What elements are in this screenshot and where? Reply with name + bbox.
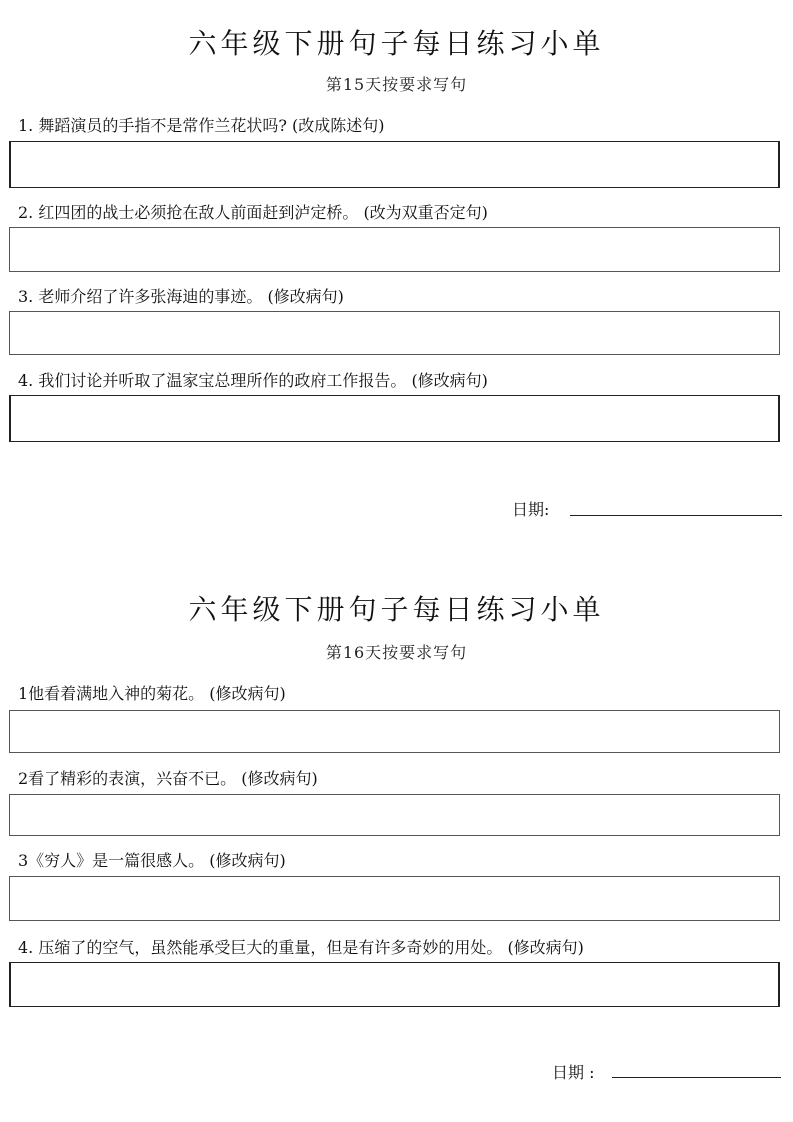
sheet-1-answer-box-1[interactable] [9, 141, 780, 188]
sheet-1-title: 六年级下册句子每日练习小单 [188, 27, 605, 60]
sheet-1-date-line[interactable] [570, 515, 782, 516]
sheet-2-question-1: 1他看着满地入神的菊花。 (修改病句) [18, 684, 286, 703]
sheet-2-answer-box-2[interactable] [9, 794, 780, 836]
sheet-1-date-label: 日期: [512, 500, 550, 519]
sheet-2-answer-box-4[interactable] [9, 962, 780, 1007]
sheet-2-question-2: 2看了精彩的表演，兴奋不已。 (修改病句) [18, 769, 318, 788]
sheet-1-answer-box-4[interactable] [9, 395, 780, 442]
sheet-2-date-line[interactable] [612, 1077, 781, 1078]
sheet-2-answer-box-1[interactable] [9, 710, 780, 753]
sheet-2-answer-box-3[interactable] [9, 876, 780, 921]
sheet-1-question-4: 4. 我们讨论并听取了温家宝总理所作的政府工作报告。 (修改病句) [18, 371, 488, 390]
sheet-1-question-1: 1. 舞蹈演员的手指不是常作兰花状吗? (改成陈述句) [18, 116, 385, 135]
sheet-1-answer-box-2[interactable] [9, 227, 780, 272]
sheet-2-title: 六年级下册句子每日练习小单 [188, 593, 605, 626]
sheet-1-answer-box-3[interactable] [9, 311, 780, 355]
sheet-2-question-3: 3《穷人》是一篇很感人。 (修改病句) [18, 851, 286, 870]
sheet-2-question-4: 4. 压缩了的空气，虽然能承受巨大的重量，但是有许多奇妙的用处。 (修改病句) [18, 938, 584, 957]
sheet-1-question-3: 3. 老师介绍了许多张海迪的事迹。 (修改病句) [18, 287, 344, 306]
sheet-2-date-label: 日期 : [552, 1063, 595, 1082]
sheet-2-subtitle: 第16天按要求写句 [325, 643, 468, 662]
sheet-1-subtitle: 第15天按要求写句 [325, 75, 468, 94]
sheet-1-question-2: 2. 红四团的战士必须抢在敌人前面赶到泸定桥。 (改为双重否定句) [18, 203, 488, 222]
